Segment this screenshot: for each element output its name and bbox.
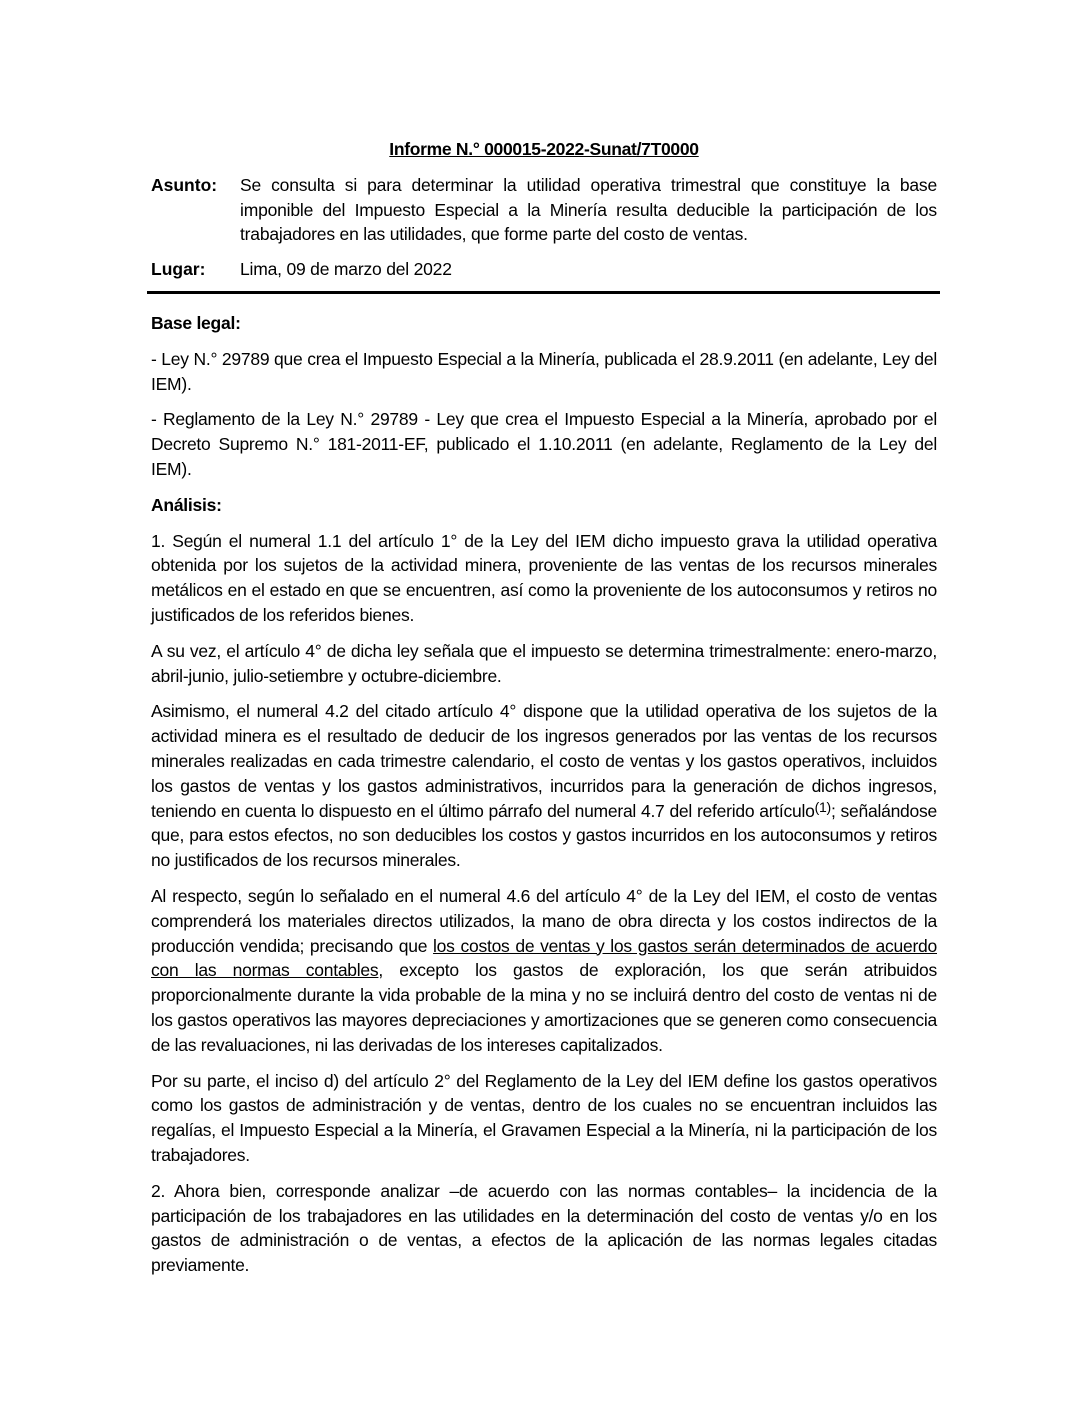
paragraph-3-text-a: Asimismo, el numeral 4.2 del citado artículo 4° dispone que la utilidad operativa de los sujetos de la actividad minera es el resultado de deducir de los ingresos generados por las ventas de los recursos minerales realizadas en cada trimestre calendario, el costo de ventas y los gastos operativos, incluidos los gastos de ventas y los gastos administrativos, incurridos para la generación de dichos ingresos, teniendo en cuenta lo dispuesto en el último párrafo del numeral 4.7 del referido artículo (151, 701, 937, 821)
underlined-phrase: los costos de ventas y los gastos serán determinados de acuerdo con las normas contables (151, 935, 937, 981)
header-divider (147, 291, 940, 294)
asunto-value: Se consulta si para determinar la utilidad operativa trimestral que constituye la base imponible del Impuesto Especial a la Minería resulta deducible la participación de los trabajadores en las utilidades, que forme parte del costo de ventas. (240, 175, 937, 244)
analisis-paragraph-4 (151, 884, 937, 1058)
base-legal-item-2: - Reglamento de la Ley N.° 29789 - Ley que crea el Impuesto Especial a la Minería, aprobado por el Decreto Supremo N.° 181-2011-EF, publicado el 1.10.2011 (en adelante, Reglamento de la Ley del IEM). (151, 409, 937, 479)
lugar-label: Lugar: (151, 259, 206, 279)
analisis-paragraph-3 (151, 699, 937, 873)
analisis-paragraph-2: A su vez, el artículo 4° de dicha ley señala que el impuesto se determina trimestralmente: enero-marzo, abril-junio, julio-setiembre y octubre-diciembre. (151, 640, 937, 686)
analisis-paragraph-6: 2. Ahora bien, corresponde analizar –de acuerdo con las normas contables– la incidencia de la participación de los trabajadores en las utilidades en la determinación del costo de ventas y/o en los gastos de administración o de ventas, a efectos de la aplicación de las normas legales citadas previamente. (151, 1180, 937, 1276)
base-legal-heading: Base legal: (151, 313, 241, 333)
analisis-heading: Análisis: (151, 494, 222, 515)
paragraph-4-text-b: , excepto los gastos de exploración, los que serán atribuidos proporcionalmente durante la vida probable de la mina y no se incluirá dentro del costo de ventas ni de los gastos operativos las mayores depreciaciones y amortizaciones que se generen como consecuencia de las revaluaciones, ni las derivadas de los intereses capitalizados. (151, 960, 937, 1055)
base-legal-item-1: - Ley N.° 29789 que crea el Impuesto Especial a la Minería, publicada el 28.9.2011 (en adelante, Ley del IEM). (151, 348, 937, 394)
paragraph-4-text-a: Al respecto, según lo señalado en el numeral 4.6 del artículo 4° de la Ley del IEM, el costo de ventas comprenderá los materiales directos utilizados, la mano de obra directa y los costos indirectos de la producción vendida; precisando que (151, 885, 937, 956)
lugar-value: Lima, 09 de marzo del 2022 (240, 259, 452, 279)
asunto-label: Asunto: (151, 175, 218, 195)
report-title: Informe N.° 000015-2022-Sunat/7T0000 (389, 139, 699, 159)
paragraph-3-text-b: ; señalándose que, para estos efectos, no son deducibles los costos y gastos incurridos en los autoconsumos y retiros no justificados de los recursos minerales. (151, 800, 938, 871)
document-body (151, 311, 937, 1289)
analisis-paragraph-5: Por su parte, el inciso d) del artículo 2° del Reglamento de la Ley del IEM define los gastos operativos como los gastos de administración y de ventas, dentro de los cuales no se encuentran incluidos las regalías, el Impuesto Especial a la Minería, el Gravamen Especial a la Minería, ni la participación de los trabajadores. (151, 1070, 937, 1165)
footnote-reference: (1) (814, 798, 831, 815)
analisis-paragraph-1: 1. Según el numeral 1.1 del artículo 1° de la Ley del IEM dicho impuesto grava la utilidad operativa obtenida por los sujetos de la actividad minera, proveniente de las ventas de los recursos minerales metálicos en el estado en que se encuentren, así como la proveniente de los autoconsumos y retiros no justificados de los referidos bienes. (151, 530, 937, 625)
